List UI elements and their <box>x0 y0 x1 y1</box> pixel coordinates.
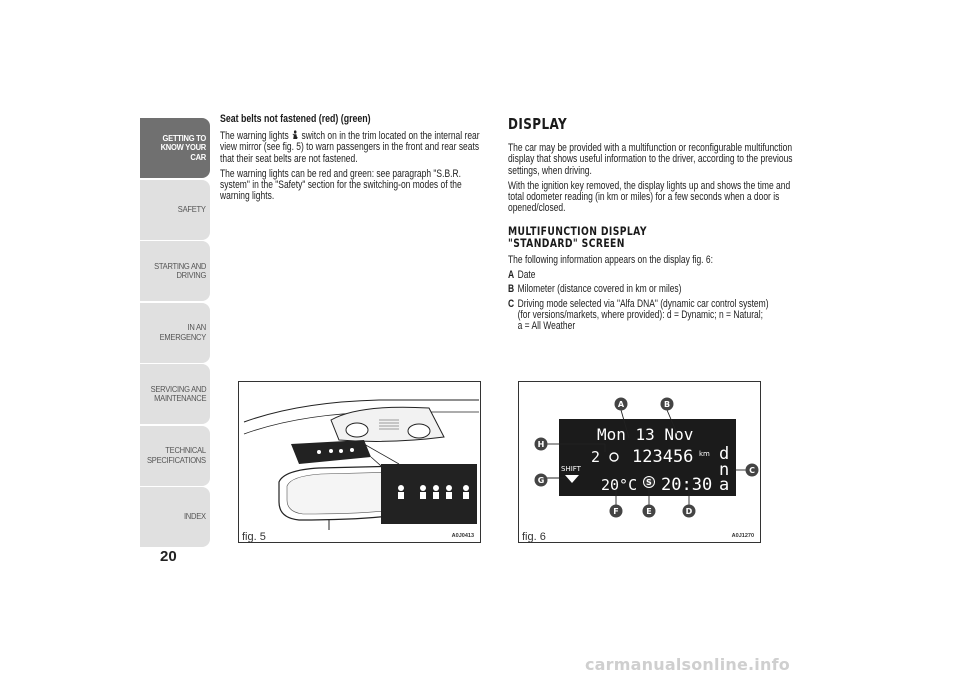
site-watermark: carmanualsonline.info <box>585 655 790 674</box>
display-unit: km <box>699 450 710 458</box>
display-temperature: 20°C <box>601 476 638 494</box>
tab-safety[interactable] <box>140 180 210 240</box>
tab-label: INDEX <box>184 511 206 522</box>
seat-belt-heading: Seat belts not fastened (red) (green) <box>220 113 371 125</box>
callout-e: E <box>646 507 652 516</box>
display-paragraph-2: With the ignition key removed, the display lights up and shows the time and total odometer reading (in km or miles) for a few seconds when a door is opened/closed. <box>508 179 791 215</box>
tab-servicing-and-maintenance[interactable] <box>140 364 210 424</box>
display-shift: SHIFT <box>561 465 581 473</box>
figure-6-code: A0J1270 <box>731 533 754 539</box>
callout-d: D <box>685 507 693 516</box>
tab-getting-to-know-your-car[interactable] <box>140 118 210 178</box>
figure-5 <box>238 381 481 543</box>
callout-f: F <box>613 507 619 516</box>
figure-5-caption: fig. 5 <box>242 531 266 543</box>
multifunction-display-heading: MULTIFUNCTION DISPLAY "STANDARD" SCREEN <box>508 223 647 250</box>
display-mode-d: d <box>719 444 730 464</box>
display-heading: DISPLAY <box>508 115 568 133</box>
tab-label: TECHNICAL SPECIFICATIONS <box>147 445 206 465</box>
tab-in-an-emergency[interactable] <box>140 303 210 363</box>
tab-label: SERVICING AND MAINTENANCE <box>150 383 206 403</box>
display-intro: The following information appears on the display fig. 6: <box>508 253 713 266</box>
figure-5-code: A0J0413 <box>451 533 474 539</box>
display-date: Mon 13 Nov <box>597 425 694 444</box>
callout-c: C <box>749 466 755 475</box>
callout-a: A <box>617 400 625 409</box>
display-mode-n: n <box>719 460 730 480</box>
list-item: C Driving mode selected via "Alfa DNA" (dynamic car control system) (for versions/markets, where provided): d = Dynamic; n = Natural; a = All Weather <box>508 297 769 333</box>
rear-view-mirror-illustration <box>239 382 482 544</box>
display-paragraph-1: The car may be provided with a multifunction or reconfigurable multifunction display that shows useful information to the driver, according to the previous settings, when driving. <box>508 142 793 177</box>
list-item: B Milometer (distance covered in km or miles) <box>508 283 682 296</box>
left-column <box>220 113 490 207</box>
section-tabs <box>140 118 210 549</box>
display-time: 20:30 <box>661 475 713 495</box>
page-number: 20 <box>160 548 177 565</box>
tab-label: GETTING TO KNOW YOUR CAR <box>160 132 206 162</box>
tab-label: STARTING AND DRIVING <box>153 260 206 280</box>
tab-label: SAFETY <box>178 203 206 214</box>
tab-index[interactable] <box>140 487 210 547</box>
seat-belt-paragraph-1: The warning lights switch on in the trim located on the internal rear view mirror (see fig. 5) to warn passengers in the front and rear seats that their seat belts are not fastened. <box>220 130 480 165</box>
tab-technical-specifications[interactable] <box>140 426 210 486</box>
callout-b: B <box>663 400 671 409</box>
display-odometer: 123456 <box>632 447 694 467</box>
display-mode-a: a <box>719 475 730 495</box>
figure-6 <box>518 381 761 543</box>
callout-g: G <box>537 476 545 485</box>
tab-label: IN AN EMERGENCY <box>159 322 206 342</box>
display-level: 2 <box>591 448 601 466</box>
badge-s: S <box>646 478 652 487</box>
tab-starting-and-driving[interactable] <box>140 241 210 301</box>
callout-h: H <box>537 440 545 449</box>
display-illustration <box>519 382 762 544</box>
list-item: A Date <box>508 269 536 282</box>
seat-belt-warning-icon <box>291 130 299 140</box>
right-column <box>508 113 798 336</box>
figure-6-caption: fig. 6 <box>522 531 546 543</box>
seat-belt-paragraph-2: The warning lights can be red and green: see paragraph "S.B.R. system" in the "Safety" section for the switching-on modes of the warning lights. <box>220 167 462 203</box>
